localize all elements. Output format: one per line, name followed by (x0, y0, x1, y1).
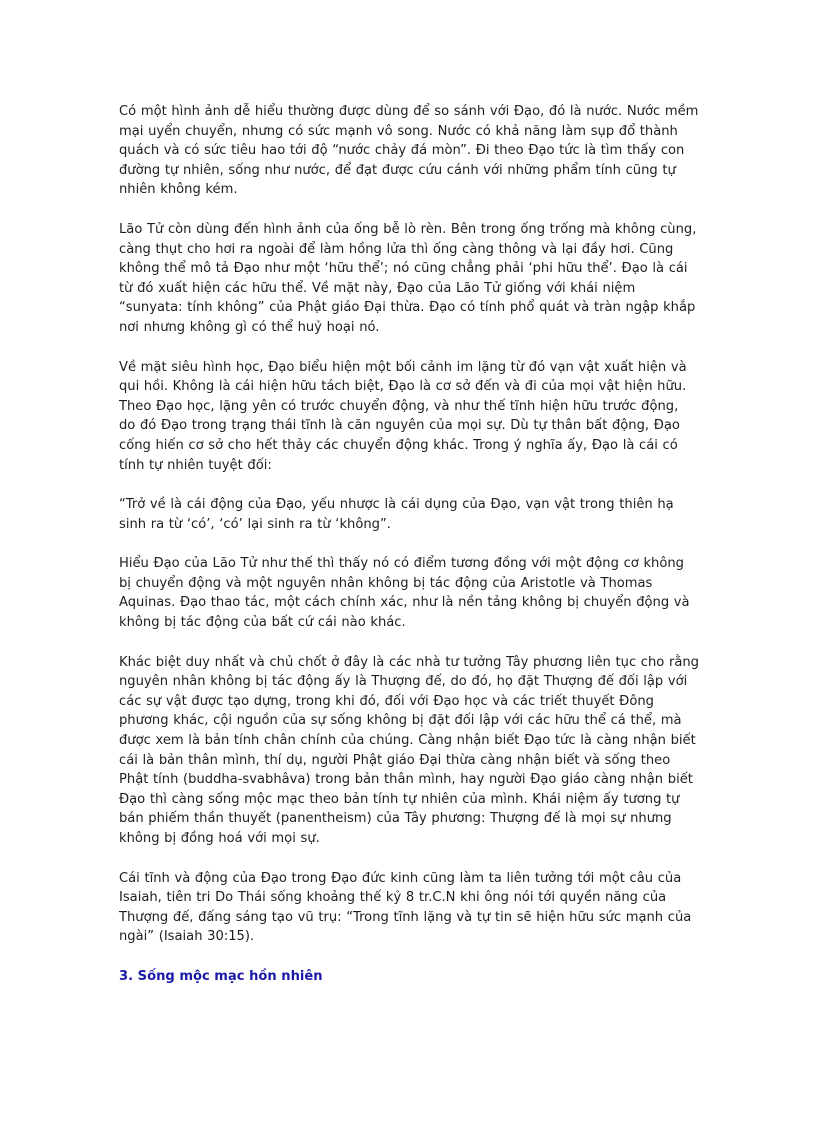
paragraph-difference: Khác biệt duy nhất và chủ chốt ở đây là các nhà tư tưởng Tây phương liên tục cho rằng nguyên nhân không bị tác động ấy là Thượng đế, do đó, họ đặt Thượng đế đối lập với các sự vật được tạo dựng, trong khi đó, đối với Đạo học và các triết thuyết Đông phương khác, cội nguồn của sự sống không bị đặt đối lập với các hữu thể cá thể, mà được xem là bản tính chân chính của chúng. Càng nhận biết Đạo tức là càng nhận biết cái là bản thân mình, thí dụ, người Phật giáo Đại thừa càng nhận biết và sống theo Phật tính (buddha-svabhâva) trong bản thân mình, hay người Đạo giáo càng nhận biết Đạo thì càng sống mộc mạc theo bản tính tự nhiên của mình. Khái niệm ấy tương tự bán phiếm thần thuyết (panentheism) của Tây phương: Thượng đế là mọi sự nhưng không bị đồng hoá với mọi sự. (119, 654, 699, 846)
paragraph-water: Có một hình ảnh dễ hiểu thường được dùng để so sánh với Đạo, đó là nước. Nước mềm mại uyển chuyển, nhưng có sức mạnh vô song. Nước có khả năng làm sụp đổ thành quách và có sức tiêu hao tới độ “nước chảy đá mòn”. Đi theo Đạo tức là tìm thấy con đường tự nhiên, sống như nước, để đạt được cứu cánh với những phẩm tính cũng tự nhiên không kém. (119, 104, 699, 198)
paragraph-metaphysics: Về mặt siêu hình học, Đạo biểu hiện một bối cảnh im lặng từ đó vạn vật xuất hiện và qui hồi. Không là cái hiện hữu tách biệt, Đạo là cơ sở đến và đi của mọi vật hiện hữu. Theo Đạo học, lặng yên có trước chuyển động, và như thế tĩnh hiện hữu trước động, do đó Đạo trong trạng thái tĩnh là căn nguyên của mọi sự. Dù tự thân bất động, Đạo cống hiến cơ sở cho hết thảy các chuyển động khác. Trong ý nghĩa ấy, Đạo là cái có tính tự nhiên tuyệt đối: (119, 359, 687, 473)
paragraph-quote: “Trở về là cái động của Đạo, yếu nhược là cái dụng của Đạo, vạn vật trong thiên hạ sinh ra từ ‘có’, ‘có’ lại sinh ra từ ‘không”. (119, 497, 674, 532)
paragraph-isaiah: Cái tĩnh và động của Đạo trong Đạo đức kinh cũng làm ta liên tưởng tới một câu của Isaiah, tiên tri Do Thái sống khoảng thế kỷ 8 tr.C.N khi ông nói tới quyền năng của Thượng đế, đấng sáng tạo vũ trụ: “Trong tĩnh lặng và tự tin sẽ hiện hữu sức mạnh của ngài” (Isaiah 30:15). (119, 870, 692, 945)
document-body (119, 102, 699, 987)
paragraph-bellows: Lão Tử còn dùng đến hình ảnh của ống bễ lò rèn. Bên trong ống trống mà không cùng, càng thụt cho hơi ra ngoài để làm hồng lửa thì ống càng thông và lại đầy hơi. Cũng không thể mô tả Đạo như một ‘hữu thể’; nó cũng chẳng phải ‘phi hữu thể’. Đạo là cái từ đó xuất hiện các hữu thể. Về mặt này, Đạo của Lão Tử giống với khái niệm “sunyata: tính không” của Phật giáo Đại thừa. Đạo có tính phổ quát và tràn ngập khắp nơi nhưng không gì có thể huỷ hoại nó. (119, 221, 697, 335)
section-heading: 3. Sống mộc mạc hồn nhiên (119, 968, 323, 984)
paragraph-aristotle: Hiểu Đạo của Lão Tử như thế thì thấy nó có điểm tương đồng với một động cơ không bị chuyển động và một nguyên nhân không bị tác động của Aristotle và Thomas Aquinas. Đạo thao tác, một cách chính xác, như là nền tảng không bị chuyển động và không bị tác động của bất cứ cái nào khác. (119, 556, 690, 631)
